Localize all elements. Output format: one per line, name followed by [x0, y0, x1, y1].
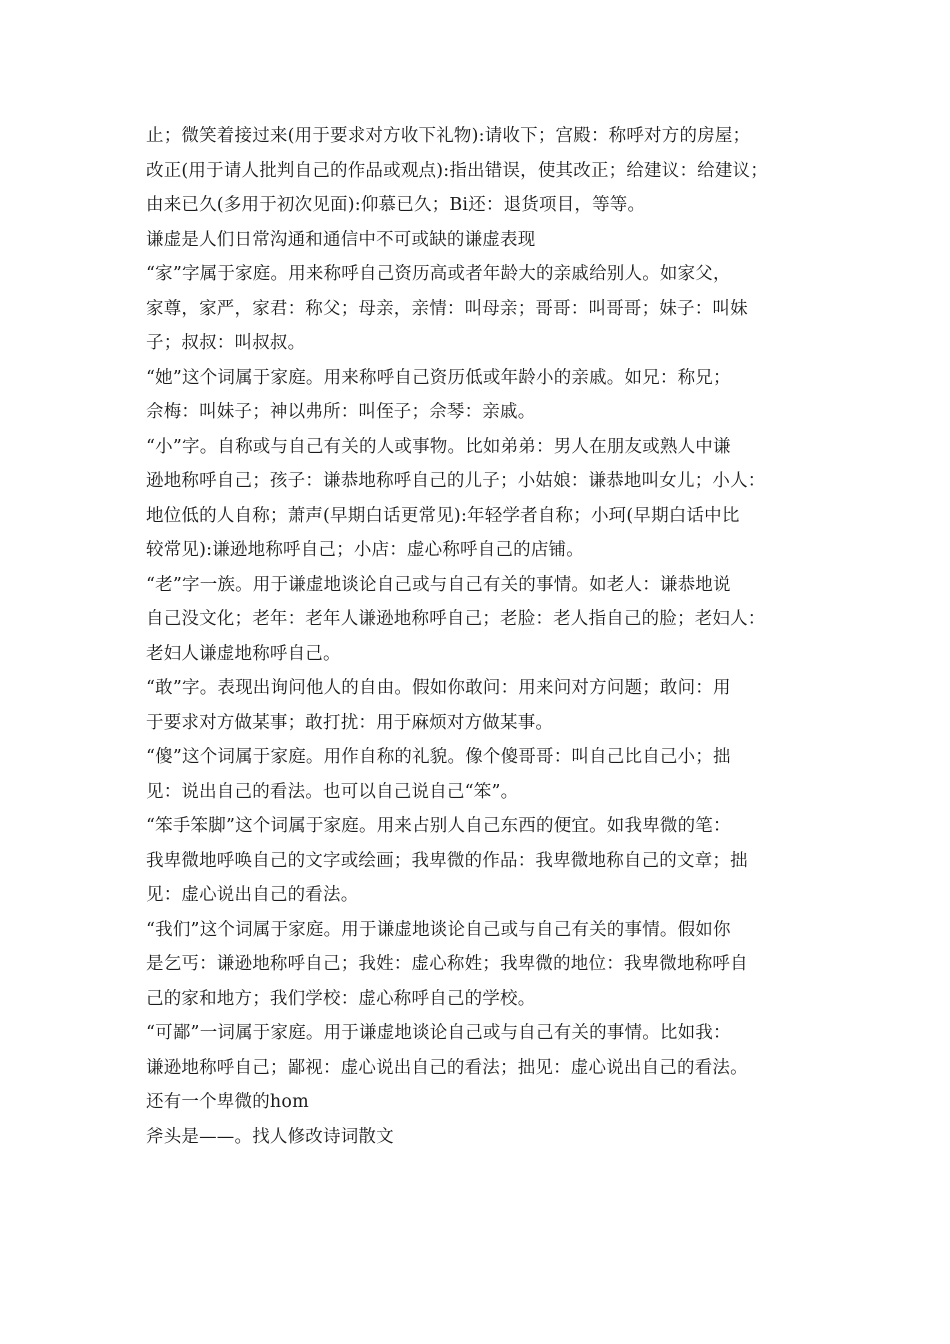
text-line: 还有一个卑微的hom — [146, 1092, 309, 1112]
text-line: 是乞丐：谦逊地称呼自己；我姓：虚心称姓；我卑微的地位：我卑微地称呼自 — [146, 954, 748, 974]
text-line: 斧头是——。找人修改诗词散文 — [146, 1126, 394, 1147]
text-line: 我卑微地呼唤自己的文字或绘画；我卑微的作品：我卑微地称自己的文章；拙 — [146, 850, 748, 871]
text-line: “她”这个词属于家庭。用来称呼自己资历低或年龄小的亲戚。如兄：称兄； — [146, 367, 731, 388]
text-line: “我们”这个词属于家庭。用于谦虚地谈论自己或与自己有关的事情。假如你 — [146, 919, 731, 940]
text-line: 改正(用于请人批判自己的作品或观点):指出错误，使其改正；给建议：给建议； — [146, 160, 768, 181]
text-line: 佘梅：叫妹子；神以弗所：叫侄子；佘琴：亲戚。 — [146, 402, 536, 422]
text-line: 于要求对方做某事；敢打扰：用于麻烦对方做某事。 — [146, 712, 554, 733]
text-line: 家尊，家严，家君：称父；母亲，亲情：叫母亲；哥哥：叫哥哥；妹子：叫妹 — [146, 298, 748, 319]
text-line: “笨手笨脚”这个词属于家庭。用来占别人自己东西的便宜。如我卑微的笔： — [146, 816, 731, 836]
text-line: 止；微笑着接过来(用于要求对方收下礼物):请收下；宫殿：称呼对方的房屋； — [146, 126, 751, 146]
text-line: 谦逊地称呼自己；鄙视：虚心说出自己的看法；拙见：虚心说出自己的看法。 — [146, 1057, 748, 1078]
text-line: 自己没文化；老年：老年人谦逊地称呼自己；老脸：老人指自己的脸；老妇人： — [146, 609, 766, 629]
text-line: 较常见):谦逊地称呼自己；小店：虚心称呼自己的店铺。 — [146, 540, 584, 560]
document-body — [146, 119, 826, 1154]
text-line: “家”字属于家庭。用来称呼自己资历高或者年龄大的亲戚给别人。如家父， — [146, 264, 731, 284]
text-line: 见：虚心说出自己的看法。 — [146, 885, 359, 905]
text-line: 见：说出自己的看法。也可以自己说自己“笨”。 — [146, 781, 519, 802]
text-line: 子；叔叔：叫叔叔。 — [146, 333, 306, 353]
text-line: 由来已久(多用于初次见面):仰慕已久；Bi还：退货项目，等等。 — [146, 195, 646, 215]
text-line: 逊地称呼自己；孩子：谦恭地称呼自己的儿子；小姑娘：谦恭地叫女儿；小人： — [146, 471, 766, 491]
text-line: “傻”这个词属于家庭。用作自称的礼貌。像个傻哥哥：叫自己比自己小；拙 — [146, 747, 731, 767]
text-line: “敢”字。表现出询问他人的自由。假如你敢问：用来问对方问题；敢问：用 — [146, 678, 731, 698]
text-line: “老”字一族。用于谦虚地谈论自己或与自己有关的事情。如老人：谦恭地说 — [146, 574, 731, 595]
text-line: “小”字。自称或与自己有关的人或事物。比如弟弟：男人在朋友或熟人中谦 — [146, 436, 731, 457]
text-line: 谦虚是人们日常沟通和通信中不可或缺的谦虚表现 — [146, 229, 536, 250]
text-line: “可鄙”一词属于家庭。用于谦虚地谈论自己或与自己有关的事情。比如我： — [146, 1023, 731, 1043]
text-line: 地位低的人自称；萧声(早期白话更常见):年轻学者自称；小珂(早期白话中比 — [146, 505, 740, 526]
text-line: 老妇人谦虚地称呼自己。 — [146, 643, 341, 664]
text-line: 己的家和地方；我们学校：虚心称呼自己的学校。 — [146, 988, 536, 1009]
